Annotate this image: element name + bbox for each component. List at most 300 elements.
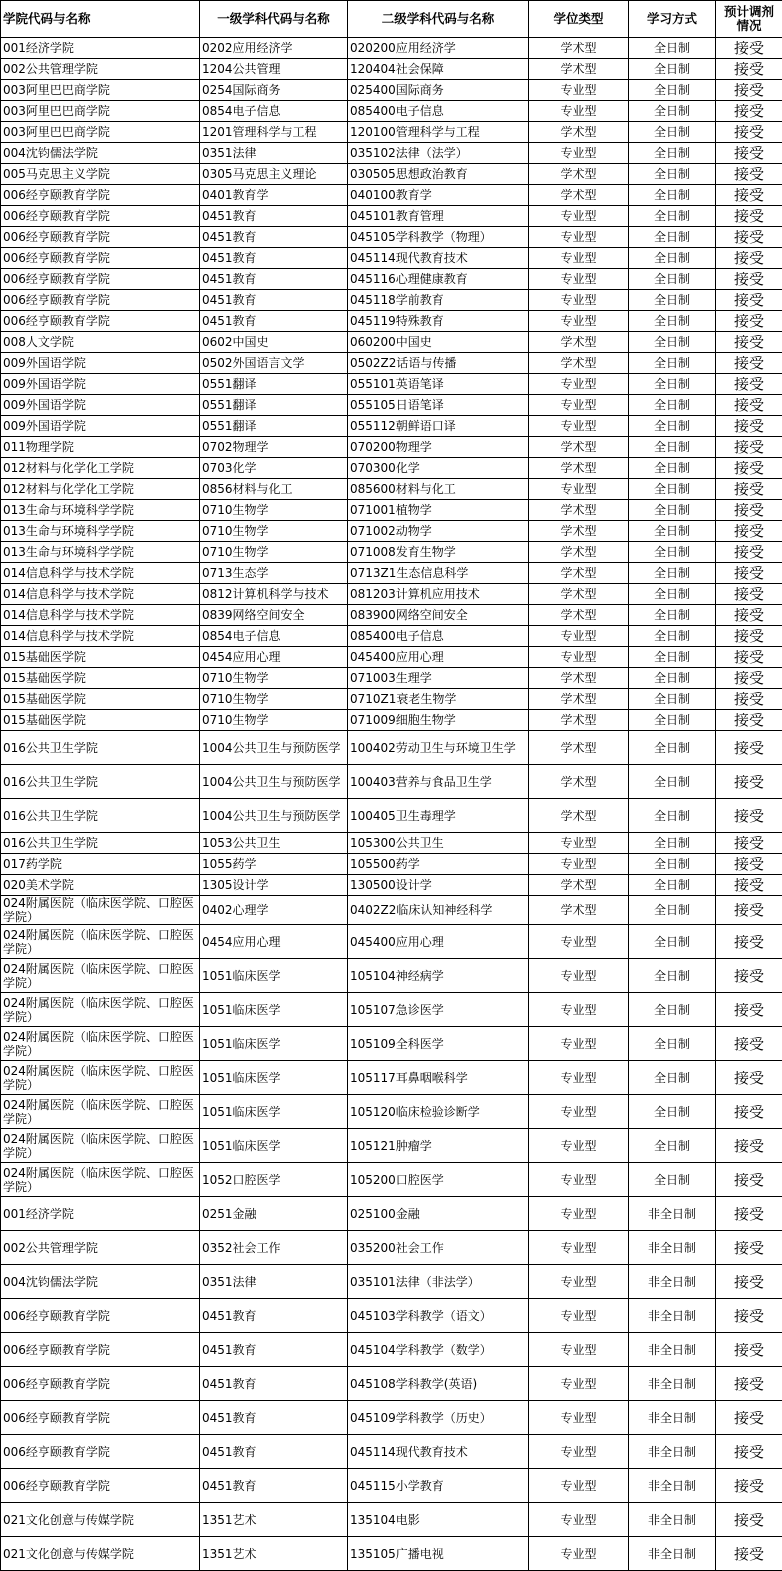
adjustment-cell-text: 接受	[718, 104, 780, 118]
first-level-cell-text: 1305设计学	[202, 878, 345, 892]
second-level-cell	[348, 353, 529, 374]
second-level-cell	[348, 227, 529, 248]
second-level-cell	[348, 668, 529, 689]
second-level-cell-text: 135105广播电视	[350, 1547, 526, 1561]
degree-type-cell	[529, 164, 629, 185]
table-row	[1, 458, 782, 479]
first-level-cell-text: 0305马克思主义理论	[202, 167, 345, 181]
first-level-cell	[200, 896, 348, 925]
second-level-cell-text: 120100管理科学与工程	[350, 125, 526, 139]
study-mode-cell	[629, 290, 716, 311]
adjustment-cell-text: 接受	[718, 713, 780, 727]
table-row	[1, 647, 782, 668]
first-level-cell-text: 0454应用心理	[202, 650, 345, 664]
first-level-cell-text: 1052口腔医学	[202, 1173, 345, 1187]
second-level-cell-text: 035102法律（法学）	[350, 146, 526, 160]
study-mode-cell	[629, 227, 716, 248]
adjustment-cell	[716, 1163, 782, 1197]
table-row	[1, 290, 782, 311]
degree-type-cell-text: 学术型	[531, 566, 626, 580]
first-level-cell	[200, 584, 348, 605]
first-level-cell	[200, 833, 348, 854]
adjustment-cell-text: 接受	[718, 230, 780, 244]
adjustment-cell-text: 接受	[718, 1241, 780, 1255]
second-level-cell-text: 071002动物学	[350, 524, 526, 538]
second-level-cell	[348, 374, 529, 395]
college-cell-text: 006经亨颐教育学院	[3, 251, 197, 265]
table-row	[1, 959, 782, 993]
second-level-cell	[348, 689, 529, 710]
second-level-cell	[348, 185, 529, 206]
degree-type-cell-text: 专业型	[531, 272, 626, 286]
table-row	[1, 626, 782, 647]
second-level-cell	[348, 290, 529, 311]
college-cell-text: 006经亨颐教育学院	[3, 1377, 197, 1391]
degree-type-cell	[529, 854, 629, 875]
second-level-cell	[348, 80, 529, 101]
study-mode-cell	[629, 1231, 716, 1265]
first-level-cell-text: 0710生物学	[202, 692, 345, 706]
college-cell	[1, 80, 200, 101]
header-second-level-discipline: 二级学科代码与名称	[348, 1, 529, 38]
second-level-cell	[348, 731, 529, 765]
second-level-cell	[348, 765, 529, 799]
adjustment-cell-text: 接受	[718, 377, 780, 391]
first-level-cell	[200, 1197, 348, 1231]
second-level-cell-text: 045114现代教育技术	[350, 1445, 526, 1459]
adjustment-cell-text: 接受	[718, 41, 780, 55]
second-level-cell	[348, 437, 529, 458]
adjustment-cell	[716, 875, 782, 896]
adjustment-cell-text: 接受	[718, 1139, 780, 1153]
college-cell-text: 009外国语学院	[3, 377, 197, 391]
college-cell	[1, 689, 200, 710]
adjustment-cell-text: 接受	[718, 587, 780, 601]
study-mode-cell-text: 非全日制	[631, 1377, 713, 1391]
table-row	[1, 437, 782, 458]
study-mode-cell	[629, 1537, 716, 1571]
college-cell-text: 001经济学院	[3, 1207, 197, 1221]
table-row	[1, 164, 782, 185]
adjustment-cell-text: 接受	[718, 1411, 780, 1425]
first-level-cell	[200, 332, 348, 353]
first-level-cell	[200, 164, 348, 185]
college-cell-text: 012材料与化学化工学院	[3, 482, 197, 496]
study-mode-cell-text: 全日制	[631, 503, 713, 517]
degree-type-cell	[529, 542, 629, 563]
second-level-cell	[348, 1503, 529, 1537]
college-cell-text: 015基础医学院	[3, 650, 197, 664]
degree-type-cell	[529, 185, 629, 206]
study-mode-cell	[629, 959, 716, 993]
adjustment-cell	[716, 1537, 782, 1571]
second-level-cell-text: 083900网络空间安全	[350, 608, 526, 622]
study-mode-cell-text: 全日制	[631, 1173, 713, 1187]
study-mode-cell	[629, 563, 716, 584]
first-level-cell	[200, 101, 348, 122]
college-cell-text: 021文化创意与传媒学院	[3, 1513, 197, 1527]
degree-type-cell	[529, 896, 629, 925]
study-mode-cell-text: 全日制	[631, 461, 713, 475]
study-mode-cell-text: 全日制	[631, 251, 713, 265]
table-row	[1, 563, 782, 584]
study-mode-cell	[629, 332, 716, 353]
adjustment-cell	[716, 1299, 782, 1333]
first-level-cell	[200, 1401, 348, 1435]
college-cell-text: 024附属医院（临床医学院、口腔医学院）	[3, 962, 197, 990]
study-mode-cell	[629, 416, 716, 437]
study-mode-cell-text: 全日制	[631, 335, 713, 349]
degree-type-cell	[529, 500, 629, 521]
first-level-cell	[200, 1537, 348, 1571]
study-mode-cell-text: 全日制	[631, 524, 713, 538]
degree-type-cell-text: 学术型	[531, 775, 626, 789]
adjustment-cell-text: 接受	[718, 1309, 780, 1323]
study-mode-cell	[629, 1503, 716, 1537]
header-first-level-discipline: 一级学科代码与名称	[200, 1, 348, 38]
study-mode-cell	[629, 143, 716, 164]
college-cell	[1, 248, 200, 269]
adjustment-cell	[716, 605, 782, 626]
first-level-cell	[200, 227, 348, 248]
college-cell-text: 006经亨颐教育学院	[3, 272, 197, 286]
degree-type-cell-text: 专业型	[531, 857, 626, 871]
second-level-cell	[348, 875, 529, 896]
adjustment-cell-text: 接受	[718, 608, 780, 622]
second-level-cell-text: 0713Z1生态信息科学	[350, 566, 526, 580]
college-cell-text: 024附属医院（临床医学院、口腔医学院）	[3, 996, 197, 1024]
first-level-cell-text: 0710生物学	[202, 545, 345, 559]
degree-type-cell-text: 专业型	[531, 1343, 626, 1357]
first-level-cell	[200, 416, 348, 437]
study-mode-cell-text: 全日制	[631, 935, 713, 949]
adjustment-cell	[716, 38, 782, 59]
adjustment-cell-text: 接受	[718, 440, 780, 454]
second-level-cell-text: 020200应用经济学	[350, 41, 526, 55]
degree-type-cell-text: 专业型	[531, 1037, 626, 1051]
adjustment-cell	[716, 1197, 782, 1231]
college-cell-text: 013生命与环境科学学院	[3, 524, 197, 538]
college-cell-text: 013生命与环境科学学院	[3, 545, 197, 559]
adjustment-cell	[716, 101, 782, 122]
table-row	[1, 395, 782, 416]
college-cell-text: 006经亨颐教育学院	[3, 1479, 197, 1493]
second-level-cell	[348, 799, 529, 833]
table-row	[1, 765, 782, 799]
study-mode-cell-text: 非全日制	[631, 1513, 713, 1527]
adjustment-cell	[716, 925, 782, 959]
college-cell-text: 006经亨颐教育学院	[3, 1309, 197, 1323]
adjustment-cell-text: 接受	[718, 209, 780, 223]
second-level-cell-text: 045109学科教学（历史）	[350, 1411, 526, 1425]
second-level-cell-text: 045119特殊教育	[350, 314, 526, 328]
degree-type-cell-text: 学术型	[531, 167, 626, 181]
table-row	[1, 206, 782, 227]
second-level-cell-text: 0502Z2话语与传播	[350, 356, 526, 370]
first-level-cell-text: 0502外国语言文学	[202, 356, 345, 370]
study-mode-cell	[629, 122, 716, 143]
study-mode-cell	[629, 1469, 716, 1503]
degree-type-cell	[529, 1163, 629, 1197]
adjustment-cell	[716, 689, 782, 710]
college-cell	[1, 731, 200, 765]
adjustment-cell-text: 接受	[718, 1343, 780, 1357]
second-level-cell-text: 045118学前教育	[350, 293, 526, 307]
study-mode-cell	[629, 875, 716, 896]
first-level-cell	[200, 1231, 348, 1265]
college-cell	[1, 959, 200, 993]
study-mode-cell-text: 全日制	[631, 1139, 713, 1153]
first-level-cell	[200, 765, 348, 799]
second-level-cell	[348, 959, 529, 993]
first-level-cell-text: 0451教育	[202, 1343, 345, 1357]
header-adjustment-status: 预计调剂情况	[716, 1, 782, 38]
college-cell-text: 006经亨颐教育学院	[3, 314, 197, 328]
study-mode-cell-text: 全日制	[631, 125, 713, 139]
study-mode-cell-text: 非全日制	[631, 1445, 713, 1459]
college-cell	[1, 59, 200, 80]
adjustment-cell-text: 接受	[718, 188, 780, 202]
study-mode-cell-text: 非全日制	[631, 1343, 713, 1357]
adjustment-cell	[716, 143, 782, 164]
study-mode-cell-text: 全日制	[631, 356, 713, 370]
adjustment-cell	[716, 1333, 782, 1367]
study-mode-cell	[629, 689, 716, 710]
header-row	[1, 1, 782, 38]
study-mode-cell-text: 非全日制	[631, 1207, 713, 1221]
study-mode-cell	[629, 1095, 716, 1129]
college-cell	[1, 374, 200, 395]
first-level-cell	[200, 143, 348, 164]
first-level-cell-text: 0254国际商务	[202, 83, 345, 97]
study-mode-cell	[629, 854, 716, 875]
adjustment-cell	[716, 765, 782, 799]
adjustment-cell	[716, 374, 782, 395]
college-cell	[1, 1435, 200, 1469]
second-level-cell	[348, 38, 529, 59]
first-level-cell	[200, 500, 348, 521]
degree-type-cell	[529, 437, 629, 458]
adjustment-cell	[716, 416, 782, 437]
degree-type-cell	[529, 1299, 629, 1333]
college-cell-text: 012材料与化学化工学院	[3, 461, 197, 475]
first-level-cell	[200, 311, 348, 332]
college-cell-text: 002公共管理学院	[3, 62, 197, 76]
table-row	[1, 1435, 782, 1469]
college-cell	[1, 437, 200, 458]
college-cell	[1, 332, 200, 353]
study-mode-cell-text: 全日制	[631, 188, 713, 202]
degree-type-cell	[529, 1435, 629, 1469]
second-level-cell-text: 060200中国史	[350, 335, 526, 349]
college-cell	[1, 1367, 200, 1401]
first-level-cell	[200, 993, 348, 1027]
college-cell	[1, 416, 200, 437]
first-level-cell-text: 0854电子信息	[202, 104, 345, 118]
degree-type-cell	[529, 1367, 629, 1401]
second-level-cell	[348, 122, 529, 143]
first-level-cell-text: 1051临床医学	[202, 1037, 345, 1051]
college-cell	[1, 1401, 200, 1435]
degree-type-cell	[529, 626, 629, 647]
table-row	[1, 353, 782, 374]
adjustment-cell-text: 接受	[718, 293, 780, 307]
college-cell-text: 009外国语学院	[3, 398, 197, 412]
degree-type-cell	[529, 1265, 629, 1299]
study-mode-cell	[629, 395, 716, 416]
second-level-cell-text: 045116心理健康教育	[350, 272, 526, 286]
adjustment-cell	[716, 1061, 782, 1095]
first-level-cell-text: 1053公共卫生	[202, 836, 345, 850]
table-row	[1, 1197, 782, 1231]
table-row	[1, 500, 782, 521]
degree-type-cell-text: 学术型	[531, 587, 626, 601]
study-mode-cell	[629, 1265, 716, 1299]
table-row	[1, 1401, 782, 1435]
study-mode-cell-text: 全日制	[631, 1071, 713, 1085]
first-level-cell-text: 1051临床医学	[202, 1003, 345, 1017]
first-level-cell-text: 0352社会工作	[202, 1241, 345, 1255]
second-level-cell	[348, 479, 529, 500]
table-row	[1, 854, 782, 875]
study-mode-cell-text: 全日制	[631, 566, 713, 580]
college-cell-text: 004沈钧儒法学院	[3, 146, 197, 160]
adjustment-cell	[716, 668, 782, 689]
adjustment-cell	[716, 833, 782, 854]
college-cell	[1, 875, 200, 896]
second-level-cell	[348, 563, 529, 584]
first-level-cell-text: 1351艺术	[202, 1547, 345, 1561]
second-level-cell	[348, 1027, 529, 1061]
header-degree-type: 学位类型	[529, 1, 629, 38]
first-level-cell-text: 1051临床医学	[202, 1139, 345, 1153]
first-level-cell	[200, 80, 348, 101]
college-cell-text: 020美术学院	[3, 878, 197, 892]
table-row	[1, 227, 782, 248]
adjustment-cell-text: 接受	[718, 809, 780, 823]
first-level-cell	[200, 668, 348, 689]
adjustment-cell-text: 接受	[718, 903, 780, 917]
degree-type-cell-text: 学术型	[531, 524, 626, 538]
degree-type-cell	[529, 332, 629, 353]
first-level-cell	[200, 563, 348, 584]
college-cell	[1, 1299, 200, 1333]
second-level-cell	[348, 206, 529, 227]
table-row	[1, 80, 782, 101]
college-cell	[1, 1231, 200, 1265]
study-mode-cell-text: 全日制	[631, 1037, 713, 1051]
college-cell	[1, 500, 200, 521]
table-row	[1, 1095, 782, 1129]
college-cell	[1, 668, 200, 689]
study-mode-cell	[629, 1333, 716, 1367]
degree-type-cell	[529, 227, 629, 248]
college-cell-text: 006经亨颐教育学院	[3, 293, 197, 307]
college-cell	[1, 269, 200, 290]
second-level-cell	[348, 1095, 529, 1129]
degree-type-cell-text: 专业型	[531, 251, 626, 265]
table-row	[1, 269, 782, 290]
study-mode-cell-text: 全日制	[631, 272, 713, 286]
college-cell	[1, 479, 200, 500]
adjustment-cell	[716, 896, 782, 925]
first-level-cell	[200, 1469, 348, 1503]
second-level-cell	[348, 101, 529, 122]
adjustment-cell-text: 接受	[718, 62, 780, 76]
degree-type-cell	[529, 710, 629, 731]
adjustment-cell-text: 接受	[718, 167, 780, 181]
study-mode-cell-text: 非全日制	[631, 1275, 713, 1289]
first-level-cell-text: 1051临床医学	[202, 1105, 345, 1119]
second-level-cell	[348, 248, 529, 269]
degree-type-cell	[529, 1537, 629, 1571]
college-cell-text: 015基础医学院	[3, 671, 197, 685]
adjustment-cell-text: 接受	[718, 935, 780, 949]
degree-type-cell-text: 学术型	[531, 692, 626, 706]
first-level-cell	[200, 1095, 348, 1129]
degree-type-cell-text: 专业型	[531, 1479, 626, 1493]
second-level-cell	[348, 854, 529, 875]
study-mode-cell-text: 全日制	[631, 545, 713, 559]
adjustment-cell-text: 接受	[718, 566, 780, 580]
second-level-cell	[348, 1367, 529, 1401]
second-level-cell-text: 135104电影	[350, 1513, 526, 1527]
degree-type-cell-text: 专业型	[531, 1241, 626, 1255]
college-cell-text: 014信息科学与技术学院	[3, 608, 197, 622]
study-mode-cell-text: 全日制	[631, 209, 713, 223]
degree-type-cell	[529, 765, 629, 799]
adjustment-cell	[716, 1503, 782, 1537]
table-row	[1, 416, 782, 437]
second-level-cell	[348, 1333, 529, 1367]
college-cell	[1, 542, 200, 563]
second-level-cell-text: 081203计算机应用技术	[350, 587, 526, 601]
first-level-cell	[200, 1027, 348, 1061]
adjustment-cell	[716, 290, 782, 311]
college-cell	[1, 164, 200, 185]
second-level-cell	[348, 164, 529, 185]
college-cell	[1, 1537, 200, 1571]
college-cell-text: 003阿里巴巴商学院	[3, 125, 197, 139]
college-cell	[1, 1027, 200, 1061]
second-level-cell	[348, 521, 529, 542]
adjustment-cell	[716, 1435, 782, 1469]
second-level-cell	[348, 1163, 529, 1197]
study-mode-cell-text: 非全日制	[631, 1479, 713, 1493]
college-cell-text: 024附属医院（临床医学院、口腔医学院）	[3, 1098, 197, 1126]
adjustment-cell	[716, 731, 782, 765]
degree-type-cell-text: 专业型	[531, 1139, 626, 1153]
first-level-cell-text: 0451教育	[202, 251, 345, 265]
study-mode-cell-text: 全日制	[631, 398, 713, 412]
adjustment-cell	[716, 1027, 782, 1061]
first-level-cell-text: 0451教育	[202, 293, 345, 307]
adjustment-cell-text: 接受	[718, 836, 780, 850]
second-level-cell	[348, 1401, 529, 1435]
second-level-cell	[348, 1537, 529, 1571]
table-row	[1, 1469, 782, 1503]
degree-type-cell-text: 专业型	[531, 969, 626, 983]
adjustment-cell-text: 接受	[718, 1377, 780, 1391]
table-row	[1, 668, 782, 689]
adjustment-cell-text: 接受	[718, 146, 780, 160]
adjustment-cell-text: 接受	[718, 503, 780, 517]
degree-type-cell	[529, 1129, 629, 1163]
table-row	[1, 1129, 782, 1163]
second-level-cell-text: 105121肿瘤学	[350, 1139, 526, 1153]
degree-type-cell-text: 专业型	[531, 1377, 626, 1391]
college-cell	[1, 206, 200, 227]
